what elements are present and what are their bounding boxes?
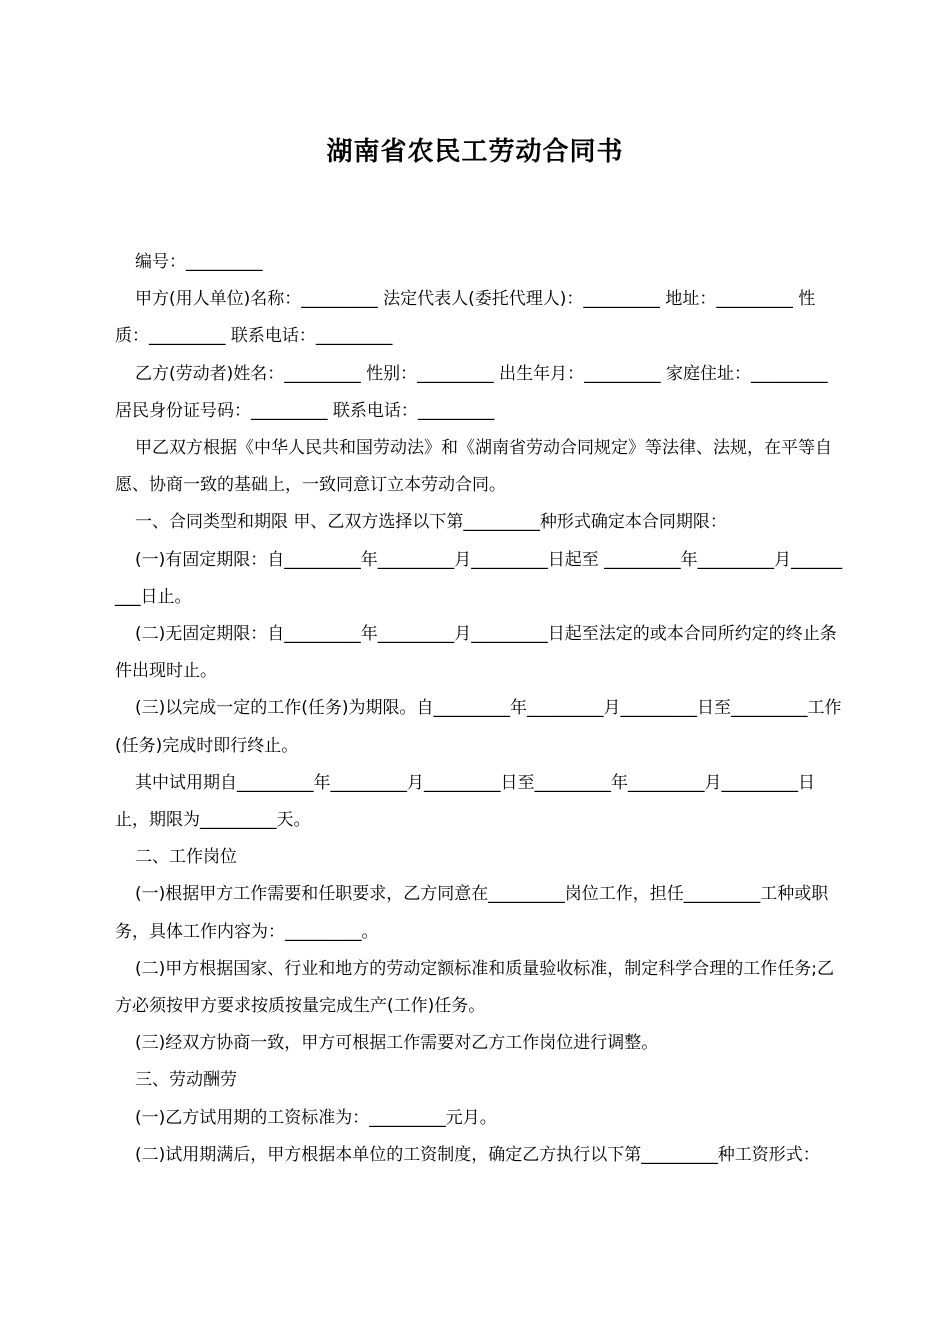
clause-1-2: (二)无固定期限：自_________年_________月_________日起至法定的或本合同所约定的终止条件出现时止。 — [115, 624, 837, 682]
document-title: 湖南省农民工劳动合同书 — [326, 137, 624, 167]
clause-2-1: (一)根据甲方工作需要和任职要求，乙方同意在_________岗位工作，担任_________工种或职务，具体工作内容为：_________。 — [115, 884, 829, 942]
probation-clause: 其中试用期自_________年_________月_________日至_________年_________月_________日止，期限为_________天。 — [115, 772, 815, 831]
section-1-heading: 一、合同类型和期限 甲、乙双方选择以下第_________种形式确定本合同期限： — [135, 512, 727, 533]
contract-number-line: 编号：_________ — [135, 252, 263, 272]
clause-2-2: (二)甲方根据国家、行业和地方的劳动定额标准和质量验收标准，制定科学合理的工作任务;乙方必须按甲方要求按质按量完成生产(工作)任务。 — [115, 958, 834, 1017]
party-b-info: 乙方(劳动者)姓名：_________ 性别：_________ 出生年月：_________ 家庭住址：_________ 居民身份证号码：_________ 联系电话：_________ — [115, 363, 828, 421]
section-3-heading: 三、劳动酬劳 — [135, 1070, 237, 1091]
document-body — [115, 244, 843, 1174]
clause-1-1: (一)有固定期限：自_________年_________月_________日起至 _________年_________月_________日止。 — [115, 549, 843, 607]
clause-1-3: (三)以完成一定的工作(任务)为期限。自_________年_________月_________日至_________工作(任务)完成时即行终止。 — [115, 698, 842, 756]
section-2-heading: 二、工作岗位 — [135, 847, 237, 868]
clause-3-2: (二)试用期满后，甲方根据本单位的工资制度，确定乙方执行以下第_________种工资形式： — [135, 1144, 820, 1165]
preamble: 甲乙双方根据《中华人民共和国劳动法》和《湖南省劳动合同规定》等法律、法规，在平等自愿、协商一致的基础上，一致同意订立本劳动合同。 — [115, 438, 832, 496]
party-a-info: 甲方(用人单位)名称：_________ 法定代表人(委托代理人)：_________ 地址：_________ 性质：_________ 联系电话：_________ — [115, 289, 816, 347]
clause-3-1: (一)乙方试用期的工资标准为：_________元月。 — [135, 1107, 497, 1128]
clause-2-3: (三)经双方协商一致，甲方可根据工作需要对乙方工作岗位进行调整。 — [135, 1033, 659, 1054]
